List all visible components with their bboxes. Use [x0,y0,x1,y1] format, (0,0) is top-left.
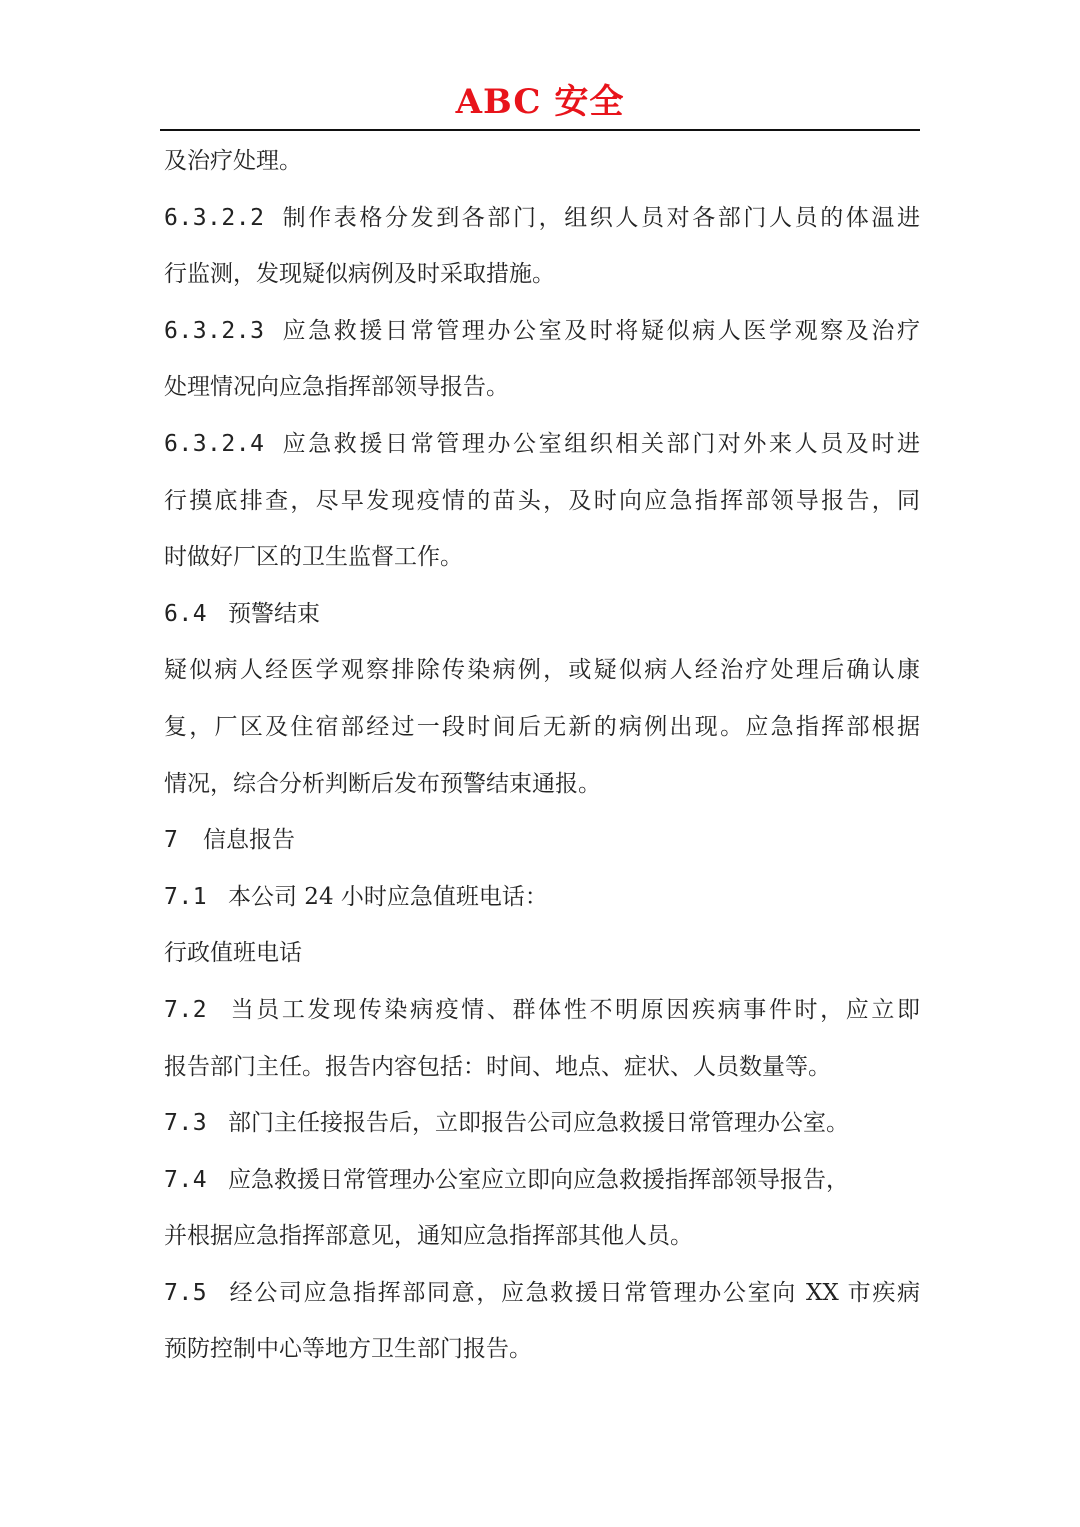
body-line [164,473,920,530]
section-number: 7.1 [164,883,208,910]
body-line [164,756,920,813]
section-number: 7.3 [164,1110,208,1137]
line-text: 应急救援日常管理办公室及时将疑似病人医学观察及治疗 [280,317,920,344]
body-line [164,1208,920,1265]
line-text: 本公司 24 小时应急值班电话： [228,883,548,910]
section-number: 7 [164,827,179,854]
body-line [164,133,920,190]
header-divider [160,129,920,131]
body-line [164,303,920,360]
document-body [164,133,920,1378]
section-number: 7.5 [164,1279,208,1306]
body-line [164,699,920,756]
section-number: 6.3.2.4 [164,430,265,457]
line-text: 及治疗处理。 [164,148,302,174]
body-line [164,529,920,586]
body-line [164,925,920,982]
body-line [164,982,920,1039]
section-number: 6.3.2.2 [164,204,265,231]
section-number: 6.3.2.3 [164,317,265,344]
body-line [164,869,920,926]
body-line [164,1095,920,1152]
line-text: 信息报告 [203,827,295,854]
line-text: 应急救援日常管理办公室组织相关部门对外来人员及时进 [280,430,920,457]
line-text: 处理情况向应急指挥部领导报告。 [164,374,509,401]
body-line [164,1321,920,1378]
body-line [164,359,920,416]
body-line [164,246,920,303]
line-text: 应急救援日常管理办公室应立即向应急救援指挥部领导报告， [228,1166,849,1193]
line-text: 情况，综合分析判断后发布预警结束通报。 [164,770,601,797]
body-line [164,642,920,699]
line-text: 部门主任接报告后，立即报告公司应急救援日常管理办公室。 [228,1110,849,1137]
line-text: 制作表格分发到各部门，组织人员对各部门人员的体温进 [280,204,920,231]
section-number: 7.2 [164,996,208,1023]
body-line [164,586,920,643]
line-text: 并根据应急指挥部意见，通知应急指挥部其他人员。 [164,1223,693,1250]
line-text: 当员工发现传染病疫情、群体性不明原因疾病事件时，应立即 [228,996,920,1023]
line-text: 经公司应急指挥部同意，应急救援日常管理办公室向 XX 市疾病 [228,1279,920,1306]
body-line [164,1152,920,1209]
line-text: 时做好厂区的卫生监督工作。 [164,544,463,571]
section-number: 7.4 [164,1166,208,1193]
body-line [164,190,920,247]
section-number: 6.4 [164,600,208,627]
line-text: 复，厂区及住宿部经过一段时间后无新的病例出现。应急指挥部根据 [164,713,920,740]
line-text: 疑似病人经医学观察排除传染病例，或疑似病人经治疗处理后确认康 [164,657,920,684]
line-text: 行摸底排查，尽早发现疫情的苗头，及时向应急指挥部领导报告，同 [164,487,920,514]
body-line [164,1265,920,1322]
line-text: 行监测，发现疑似病例及时采取措施。 [164,261,555,288]
line-text: 报告部门主任。报告内容包括：时间、地点、症状、人员数量等。 [164,1053,831,1080]
document-header-title: ABC 安全 [455,82,625,122]
line-text: 预防控制中心等地方卫生部门报告。 [164,1336,532,1363]
body-line [164,416,920,473]
body-line [164,1039,920,1096]
body-line [164,812,920,869]
line-text: 行政值班电话 [164,940,302,967]
line-text: 预警结束 [228,600,320,627]
